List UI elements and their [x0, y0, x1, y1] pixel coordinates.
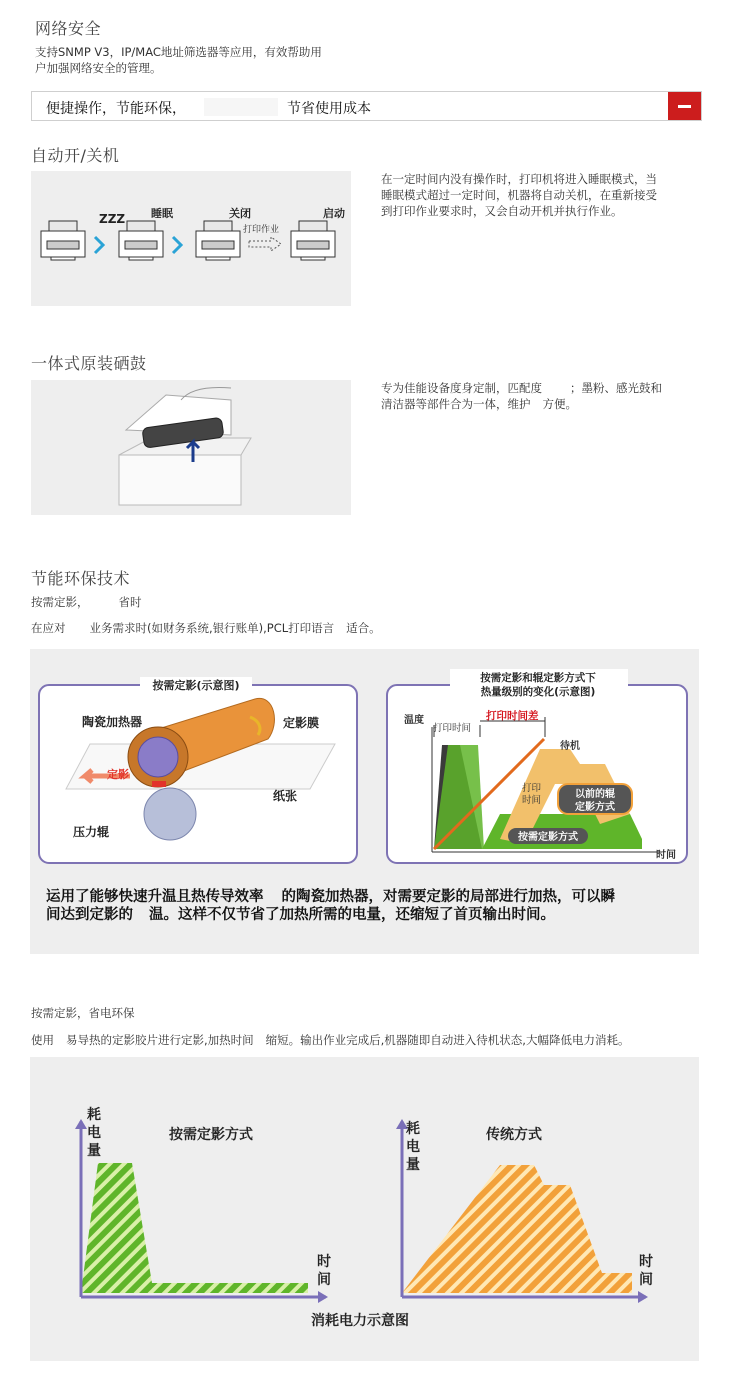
fusing-caption-1: 运用了能够快速升温且热传导效率 的陶瓷加热器，对需要定影的局部进行加热，可以瞬: [46, 889, 615, 905]
right-ylabel-1: 耗: [406, 1121, 420, 1137]
print-diff-label: 打印时间差: [486, 710, 539, 722]
arrow-right-icon: [249, 237, 281, 251]
on-demand-power-chart: [75, 1106, 331, 1303]
auto-power-desc-2: 睡眠模式超过一定时间，机器将自动关机，在重新接受: [381, 188, 657, 202]
cartridge-desc-2: 清洁器等部件合为一体，维护 方便。: [381, 397, 577, 411]
auto-power-desc-3: 到打印作业要求时，又会自动开机并执行作业。: [381, 204, 623, 218]
film-label: 定影膜: [283, 716, 320, 730]
collapsible-banner[interactable]: [31, 91, 702, 121]
on-label: 启动: [323, 207, 345, 220]
right-xlabel-2: 间: [639, 1272, 653, 1288]
power-caption: 消耗电力示意图: [311, 1313, 409, 1329]
on-demand-fusing-diagram: [39, 677, 357, 863]
power-area-orange: [402, 1165, 632, 1293]
printer-icon: [119, 221, 163, 260]
collapse-button[interactable]: [668, 92, 701, 120]
power-sub-1: 按需定影，省电环保: [31, 1006, 135, 1020]
cartridge-desc-1: 专为佳能设备度身定制，匹配度 ；墨粉、感光鼓和: [381, 381, 662, 395]
off-label: 关闭: [229, 207, 251, 220]
auto-power-title: 自动开/关机: [31, 146, 120, 165]
left-diagram-title: 按需定影(示意图): [152, 679, 240, 692]
standby-label: 待机: [560, 741, 580, 752]
chevron-right-icon: [95, 237, 103, 253]
arrow-up-icon: [75, 1119, 87, 1129]
ondemand-label: 按需定影方式: [518, 832, 578, 843]
network-desc-1: 支持SNMP V3，IP/MAC地址筛选器等应用，有效帮助用: [35, 45, 322, 59]
heat-level-diagram: [387, 669, 687, 863]
banner-text-left: 便捷操作，节能环保，: [46, 101, 186, 117]
paper-label: 纸张: [273, 789, 298, 803]
network-desc-2: 户加强网络安全的管理。: [35, 61, 162, 75]
right-ylabel-3: 量: [406, 1157, 420, 1173]
printer-icon: [196, 221, 240, 260]
left-ylabel-1: 耗: [87, 1107, 101, 1123]
fusing-panel: [30, 649, 699, 954]
cartridge-title: 一体式原装硒鼓: [31, 354, 147, 373]
banner-blank: [204, 98, 278, 116]
right-title-2: 热量级别的变化(示意图): [480, 686, 596, 698]
roller-label: 压力辊: [73, 825, 110, 839]
eco-sub-1: 按需定影， 省时: [31, 595, 142, 609]
cartridge-illustration: [31, 380, 351, 515]
right-title-1: 按需定影和辊定影方式下: [480, 672, 596, 684]
heater-label: 陶瓷加热器: [82, 715, 143, 729]
old-label-1: 以前的辊: [575, 789, 615, 800]
right-chart-title: 传统方式: [486, 1127, 542, 1143]
minus-icon: [678, 105, 691, 108]
print-time-v1: 打印: [522, 783, 542, 794]
printer-icon: [291, 221, 335, 260]
time-label: 时间: [656, 850, 676, 861]
banner-text-right: 节省使用成本: [287, 101, 371, 117]
traditional-power-chart: [396, 1119, 653, 1303]
eco-title: 节能环保技术: [31, 569, 131, 588]
left-xlabel-1: 时: [317, 1254, 331, 1270]
fusing-caption-2: 间达到定影的 温。这样不仅节省了加热所需的电量，还缩短了首页输出时间。: [46, 907, 555, 923]
auto-power-diagram: [31, 171, 351, 306]
left-chart-title: 按需定影方式: [169, 1127, 253, 1143]
left-ylabel-2: 电: [87, 1125, 101, 1141]
print-time-label: 打印时间: [433, 723, 472, 734]
left-xlabel-2: 间: [317, 1272, 331, 1288]
fix-label: 定影: [107, 768, 129, 781]
network-title: 网络安全: [35, 19, 102, 38]
power-area-green: [81, 1163, 308, 1293]
old-label-2: 定影方式: [575, 802, 615, 813]
pressure-roller-icon: [144, 788, 196, 840]
ceramic-heater-icon: [138, 737, 178, 777]
arrow-right-icon: [638, 1291, 648, 1303]
chevron-right-icon: [173, 237, 181, 253]
eco-sub-2: 在应对 业务需求时(如财务系统,银行账单),PCL打印语言 适合。: [31, 621, 381, 635]
left-ylabel-3: 量: [87, 1143, 101, 1159]
auto-power-desc-1: 在一定时间内没有操作时，打印机将进入睡眠模式，当: [381, 172, 657, 186]
printer-icon: [41, 221, 85, 260]
sleep-label: 睡眠: [151, 207, 173, 220]
arrow-right-icon: [318, 1291, 328, 1303]
temp-label: 温度: [404, 715, 424, 726]
zzz-label: ZZZ: [99, 212, 126, 226]
power-sub-2: 使用 易导热的定影胶片进行定影,加热时间 缩短。输出作业完成后,机器随即自动进入待机状态,大幅降低电力消耗。: [31, 1033, 630, 1047]
print-time-v2: 时间: [522, 795, 542, 806]
right-ylabel-2: 电: [406, 1139, 420, 1155]
power-panel: [30, 1057, 699, 1361]
right-xlabel-1: 时: [639, 1254, 653, 1270]
job-label: 打印作业: [243, 225, 280, 235]
